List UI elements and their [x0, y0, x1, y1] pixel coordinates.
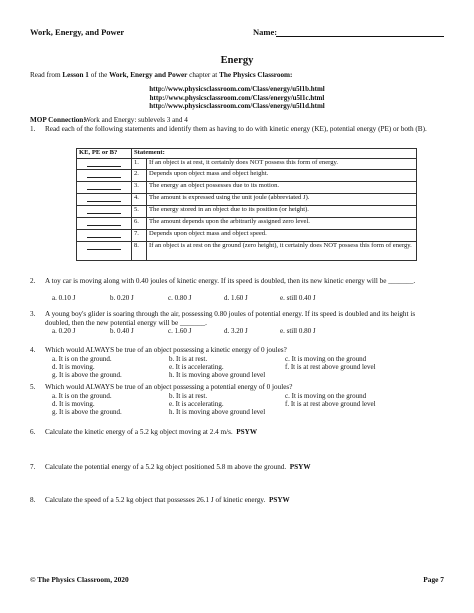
- option[interactable]: a. 0.20 J: [52, 327, 76, 335]
- row-number: 1.: [132, 159, 147, 170]
- reading-urls: [0, 85, 474, 111]
- page-number: Page 7: [423, 575, 444, 584]
- col-header-statement: Statement:: [132, 149, 417, 159]
- question-number: 6.: [30, 428, 36, 436]
- intro-mid1: of the: [88, 71, 110, 79]
- option[interactable]: e. still 0.80 J: [280, 327, 316, 335]
- option[interactable]: e. still 0.40 J: [280, 294, 316, 302]
- answer-cell[interactable]: [77, 218, 132, 230]
- option[interactable]: b. It is at rest.: [169, 392, 208, 400]
- table-row: [77, 194, 417, 206]
- option[interactable]: a. 0.10 J: [52, 294, 76, 302]
- question-number: 7.: [30, 463, 36, 471]
- table-row: [77, 159, 417, 170]
- url-link[interactable]: http://www.physicsclassroom.com/Class/energy/u5l1d.html: [149, 102, 325, 111]
- row-number: 5.: [132, 206, 147, 218]
- question-text: A young boy's glider is soaring through the air, possessing 0.80 joules of potential energy. If its speed is doubled and its height is doubled, then the new potential energy will be _______.: [45, 310, 416, 327]
- option[interactable]: d. It is moving.: [52, 363, 95, 371]
- question-number: 4.: [30, 346, 36, 354]
- answer-cell[interactable]: [77, 242, 132, 261]
- option[interactable]: e. It is accelerating.: [169, 400, 224, 408]
- url-link[interactable]: http://www.physicsclassroom.com/Class/energy/u5l1b.html: [149, 85, 325, 93]
- statement-text: The amount is expressed using the unit joule (abbreviated J).: [147, 194, 417, 206]
- table-row: [77, 170, 417, 182]
- worksheet-unit-title: Work, Energy, and Power: [30, 27, 125, 37]
- option[interactable]: f. It is at rest above ground level: [285, 363, 376, 371]
- option[interactable]: c. It is moving on the ground: [285, 392, 367, 400]
- answer-blank[interactable]: [87, 206, 121, 214]
- statement-text: If an object is at rest on the ground (zero height), it certainly does NOT possess this form of energy.: [147, 242, 417, 261]
- answer-cell[interactable]: [77, 159, 132, 170]
- col-header-answer: KE, PE or B?: [77, 149, 132, 159]
- option[interactable]: c. 0.80 J: [168, 294, 192, 302]
- table-row: [77, 206, 417, 218]
- answer-blank[interactable]: [87, 159, 121, 167]
- option[interactable]: d. 1.60 J: [224, 294, 248, 302]
- intro-site: The Physics Classroom:: [219, 71, 293, 79]
- psyw-tag: PSYW: [289, 463, 311, 471]
- question-text: Calculate the potential energy of a 5.2 kg object positioned 5.8 m above the ground.: [45, 463, 287, 471]
- option[interactable]: g. It is above the ground.: [52, 371, 122, 379]
- ke-pe-table: [76, 148, 417, 261]
- row-number: 4.: [132, 194, 147, 206]
- statement-text: The energy an object possesses due to its motion.: [147, 182, 417, 194]
- option[interactable]: d. It is moving.: [52, 400, 95, 408]
- option[interactable]: c. It is moving on the ground: [285, 355, 367, 363]
- answer-blank[interactable]: [87, 194, 121, 202]
- mop-connection: [30, 116, 188, 124]
- statement-text: Depends upon object mass and object speed.: [147, 230, 417, 242]
- psyw-tag: PSYW: [236, 428, 258, 436]
- statement-text: The amount depends upon the arbitrarily assigned zero level.: [147, 218, 417, 230]
- statement-text: If an object is at rest, it certainly does NOT possess this form of energy.: [147, 159, 417, 170]
- answer-cell[interactable]: [77, 206, 132, 218]
- page-title: Energy: [220, 55, 254, 66]
- option[interactable]: a. It is on the ground.: [52, 355, 112, 363]
- mop-value: Work and Energy: sublevels 3 and 4: [84, 116, 188, 124]
- question-text-line: [45, 463, 440, 472]
- question-text: Calculate the kinetic energy of a 5.2 kg object moving at 2.4 m/s.: [45, 428, 233, 436]
- answer-blank[interactable]: [87, 230, 121, 238]
- option[interactable]: c. 1.60 J: [168, 327, 192, 335]
- url-link[interactable]: http://www.physicsclassroom.com/Class/energy/u5l1c.html: [149, 93, 325, 102]
- answer-cell[interactable]: [77, 194, 132, 206]
- row-number: 2.: [132, 170, 147, 182]
- table-row: [77, 218, 417, 230]
- intro-pre: Read from: [30, 71, 63, 79]
- question-text: A toy car is moving along with 0.40 joules of kinetic energy. If its speed is doubled, then its new kinetic energy will be _______.: [45, 277, 416, 285]
- answer-blank[interactable]: [87, 170, 121, 178]
- question-text: Calculate the speed of a 5.2 kg object that possesses 26.1 J of kinetic energy.: [45, 496, 266, 504]
- answer-blank[interactable]: [87, 182, 121, 190]
- answer-cell[interactable]: [77, 170, 132, 182]
- option[interactable]: h. It is moving above ground level: [169, 408, 266, 416]
- question-number: 3.: [30, 310, 36, 318]
- option[interactable]: b. 0.40 J: [110, 327, 134, 335]
- option[interactable]: b. 0.20 J: [110, 294, 134, 302]
- option[interactable]: h. It is moving above ground level: [169, 371, 266, 379]
- option[interactable]: f. It is at rest above ground level: [285, 400, 376, 408]
- name-label: Name:: [253, 27, 278, 37]
- option[interactable]: b. It is at rest.: [169, 355, 208, 363]
- question-text: Which would ALWAYS be true of an object possessing a potential energy of 0 joules?: [45, 383, 293, 391]
- answer-cell[interactable]: [77, 230, 132, 242]
- question-number: 1.: [30, 125, 36, 133]
- question-text: Which would ALWAYS be true of an object possessing a kinetic energy of 0 joules?: [45, 346, 287, 354]
- statement-text: The energy stored in an object due to its position (or height).: [147, 206, 417, 218]
- statement-text: Depends upon object mass and object height.: [147, 170, 417, 182]
- question-text-line: [45, 496, 440, 505]
- row-number: 7.: [132, 230, 147, 242]
- option[interactable]: g. It is above the ground.: [52, 408, 122, 416]
- option[interactable]: d. 3.20 J: [224, 327, 248, 335]
- intro-mid2: chapter at: [187, 71, 220, 79]
- row-number: 8.: [132, 242, 147, 261]
- table-row: [77, 230, 417, 242]
- option[interactable]: a. It is on the ground.: [52, 392, 112, 400]
- answer-blank[interactable]: [87, 218, 121, 226]
- copyright-footer: © The Physics Classroom, 2020: [30, 575, 129, 584]
- question-text: Read each of the following statements and identify them as having to do with kinetic energy (KE), potential energy (PE) or both (B).: [45, 125, 427, 133]
- reading-instructions: [30, 71, 292, 79]
- option[interactable]: e. It is accelerating.: [169, 363, 224, 371]
- answer-blank[interactable]: [87, 242, 121, 250]
- table-row: [77, 242, 417, 261]
- mop-label: MOP Connection:: [30, 116, 86, 124]
- psyw-tag: PSYW: [268, 496, 290, 504]
- table-row: [77, 182, 417, 194]
- row-number: 6.: [132, 218, 147, 230]
- intro-chapter: Work, Energy and Power: [109, 71, 188, 79]
- question-text-line: [45, 428, 440, 437]
- question-number: 5.: [30, 383, 36, 391]
- question-number: 2.: [30, 277, 36, 285]
- question-number: 8.: [30, 496, 36, 504]
- answer-cell[interactable]: [77, 182, 132, 194]
- row-number: 3.: [132, 182, 147, 194]
- intro-lesson: Lesson 1: [62, 71, 89, 79]
- name-blank-line: [276, 36, 444, 37]
